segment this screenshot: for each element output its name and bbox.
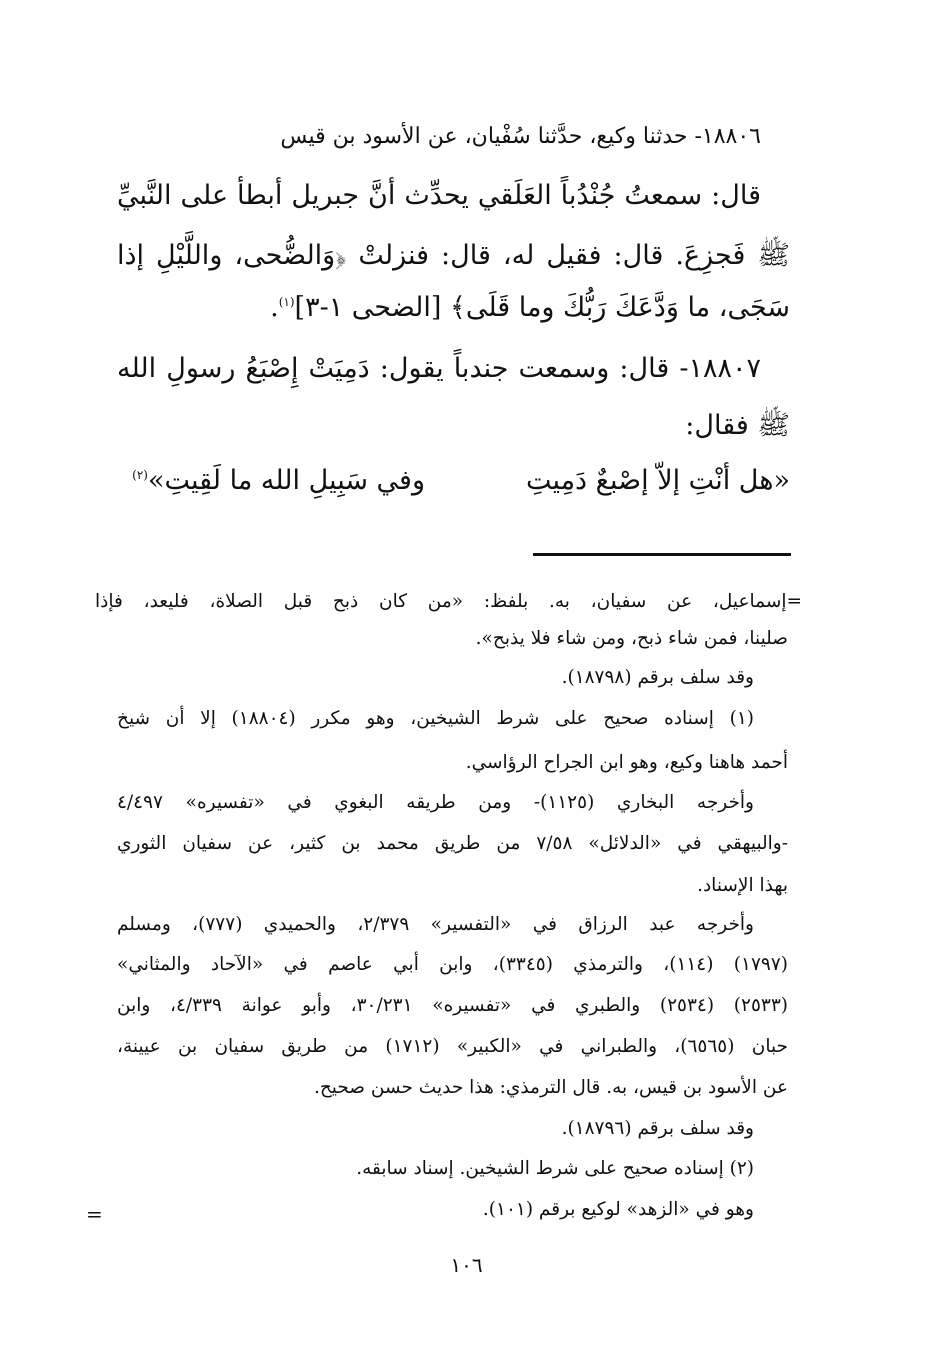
hadith-18806-line-1: قال: سمعتُ جُنْدُباً العَلَقي يحدِّث أنَّ جبريل أبطأ على النَّبيِّ — [117, 180, 761, 211]
hadith-18807-line-1: ١٨٨٠٧- قال: وسمعت جندباً يقول: دَمِيَتْ إِصْبَعُ رسولِ الله — [117, 353, 761, 384]
footnote-ref-1: (١) — [278, 295, 295, 309]
footnote-1-line-5: بهذا الإسناد. — [697, 875, 788, 896]
verse-hemistich-1: «هل أنْتِ إلاّ إصْبعٌ دَمِيتِ — [525, 465, 790, 496]
footnote-1-line-3: وأخرجه البخاري (١١٢٥)- ومن طريقه البغوي في «تفسيره» ٤/٤٩٧ — [117, 792, 754, 813]
hadith-18806-heading: ١٨٨٠٦- حدثنا وكيع، حدَّثنا سُفْيان، عن الأسود بن قيس — [280, 124, 761, 149]
footnote-1-line-10: عن الأسود بن قيس، به. قال الترمذي: هذا حديث حسن صحيح. — [313, 1077, 788, 1098]
footnote-1-line-7: (١٧٩٧) (١١٤)، والترمذي (٣٣٤٥)، وابن أبي عاصم في «الآحاد والمثاني» — [117, 954, 788, 975]
footnote-continued-line-1: =إسماعيل، عن سفيان، به. بلفظ: «من كان ذبح قبل الصلاة، فليعد، فإذا — [95, 591, 802, 612]
hadith-18806-line-2: ﷺ فَجزِعَ. قال: فقيل له، قال: فنزلتْ ﴿وَالضُّحى، واللَّيْلِ إذا — [117, 240, 790, 271]
footnote-1-line-1: (١) إسناده صحيح على شرط الشيخين، وهو مكرر (١٨٨٠٤) إلا أن شيخ — [117, 708, 754, 729]
hadith-18806-line-3 — [270, 292, 790, 323]
page-number: ١٠٦ — [450, 1253, 483, 1277]
footnote-1-line-8: (٢٥٣٣) (٢٥٣٤) والطبري في «تفسيره» ٣٠/٢٣١، وأبو عوانة ٤/٣٣٩، وابن — [117, 995, 788, 1016]
footnote-1-line-4: -والبيهقي في «الدلائل» ٧/٥٨ من طريق محمد بن كثير، عن سفيان الثوري — [117, 833, 788, 854]
verse-hemistich-2-text: وفي سَبِيلِ الله ما لَقِيتِ» — [147, 465, 425, 496]
footnote-separator — [533, 553, 791, 556]
footnote-1-line-2: أحمد هاهنا وكيع، وهو ابن الجراح الرؤاسي. — [465, 752, 788, 773]
footnote-1-line-9: حبان (٦٥٦٥)، والطبراني في «الكبير» (١٧١٢) من طريق سفيان بن عيينة، — [117, 1036, 788, 1057]
footnote-1-line-11: وقد سلف برقم (١٨٧٩٦). — [561, 1118, 754, 1139]
footnote-2-line-2: وهو في «الزهد» لوكيع برقم (١٠١). — [482, 1199, 754, 1220]
footnote-ref-2: (٢) — [132, 468, 148, 482]
hadith-18806-line-3-text: سَجَى، ما وَدَّعَكَ رَبُّكَ وما قَلَى﴾ [الضحى ١-٣] — [294, 292, 790, 323]
hadith-18806-line-3-end: . — [270, 292, 279, 323]
footnote-continuation-mark: = — [86, 1202, 103, 1226]
verse-hemistich-2 — [132, 465, 425, 496]
footnote-continued-line-3: وقد سلف برقم (١٨٧٩٨). — [561, 667, 754, 688]
footnote-continued-line-2: صلينا، فمن شاء ذبح، ومن شاء فلا يذبح». — [475, 628, 788, 649]
footnote-1-line-6: وأخرجه عبد الرزاق في «التفسير» ٢/٣٧٩، والحميدي (٧٧٧)، ومسلم — [117, 914, 754, 935]
footnote-2-line-1: (٢) إسناده صحيح على شرط الشيخين. إسناد سابقه. — [356, 1158, 754, 1179]
hadith-18807-line-2: ﷺ فقال: — [685, 410, 790, 441]
